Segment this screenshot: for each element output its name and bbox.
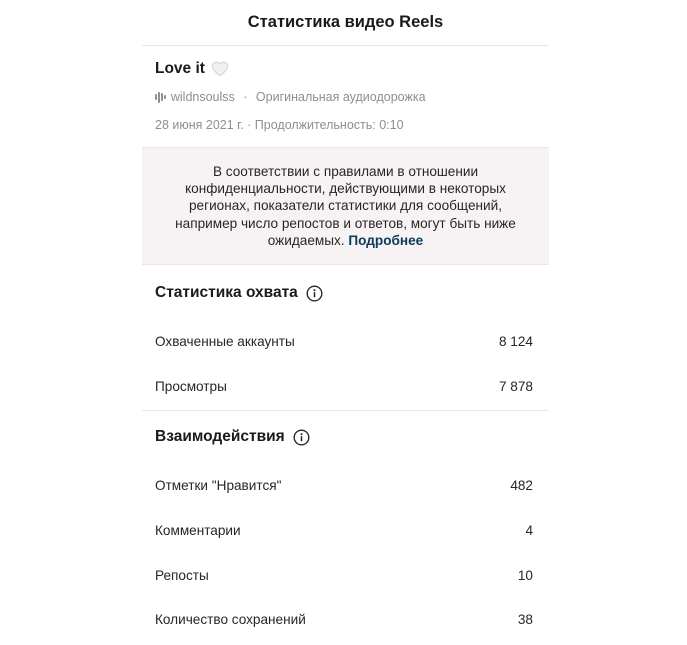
interactions-title-text: Взаимодействия xyxy=(155,428,285,446)
separator: · xyxy=(239,90,251,104)
stat-value: 7 878 xyxy=(498,378,533,394)
reach-section xyxy=(142,265,549,408)
stat-label: Репосты xyxy=(155,567,209,583)
stat-row-accounts-reached xyxy=(142,319,549,364)
stat-row-shares xyxy=(142,553,549,598)
stat-value: 38 xyxy=(517,612,533,628)
interactions-section-title xyxy=(142,411,549,463)
duration-value: 0:10 xyxy=(379,118,404,132)
post-date: 28 июня 2021 г. xyxy=(155,118,244,132)
stat-row-likes xyxy=(142,463,549,508)
post-caption: Love it xyxy=(155,60,205,77)
author-username: wildnsoulss xyxy=(170,90,235,104)
stat-value: 10 xyxy=(517,567,533,583)
stat-label: Комментарии xyxy=(155,522,241,538)
stat-row-comments xyxy=(142,508,549,553)
interactions-section xyxy=(142,410,549,642)
post-summary xyxy=(142,46,549,148)
stat-label: Охваченные аккаунты xyxy=(155,333,295,349)
stat-label: Отметки "Нравится" xyxy=(155,478,282,494)
notice-text: В соответствии с правилами в отношении конфиденциальности, действующими в некоторых регионах, показатели статистики для сообщений, например число репостов и ответов, могут быть ниже ожидаемых. xyxy=(175,164,516,248)
reels-insights-panel xyxy=(142,0,549,645)
learn-more-link[interactable]: Подробнее xyxy=(348,232,424,248)
stat-value: 482 xyxy=(510,478,533,494)
audio-wave-icon xyxy=(155,91,166,103)
privacy-notice xyxy=(142,148,549,265)
audio-info[interactable] xyxy=(155,90,536,104)
stat-row-plays xyxy=(142,364,549,409)
stat-row-saves xyxy=(142,597,549,642)
stat-value: 4 xyxy=(525,522,533,538)
reach-section-title xyxy=(142,267,549,319)
info-icon[interactable] xyxy=(293,429,310,446)
post-title-row xyxy=(155,60,536,78)
page-title: Статистика видео Reels xyxy=(142,0,549,46)
duration-label: Продолжительность: xyxy=(254,118,376,132)
separator: · xyxy=(243,118,255,132)
info-icon[interactable] xyxy=(306,285,323,302)
reach-title-text: Статистика охвата xyxy=(155,284,298,301)
stat-label: Просмотры xyxy=(155,378,227,394)
stat-value: 8 124 xyxy=(498,333,533,349)
audio-name: Оригинальная аудиодорожка xyxy=(255,90,426,104)
stat-label: Количество сохранений xyxy=(155,612,306,628)
post-meta xyxy=(155,118,536,132)
white-heart-icon xyxy=(211,61,229,77)
